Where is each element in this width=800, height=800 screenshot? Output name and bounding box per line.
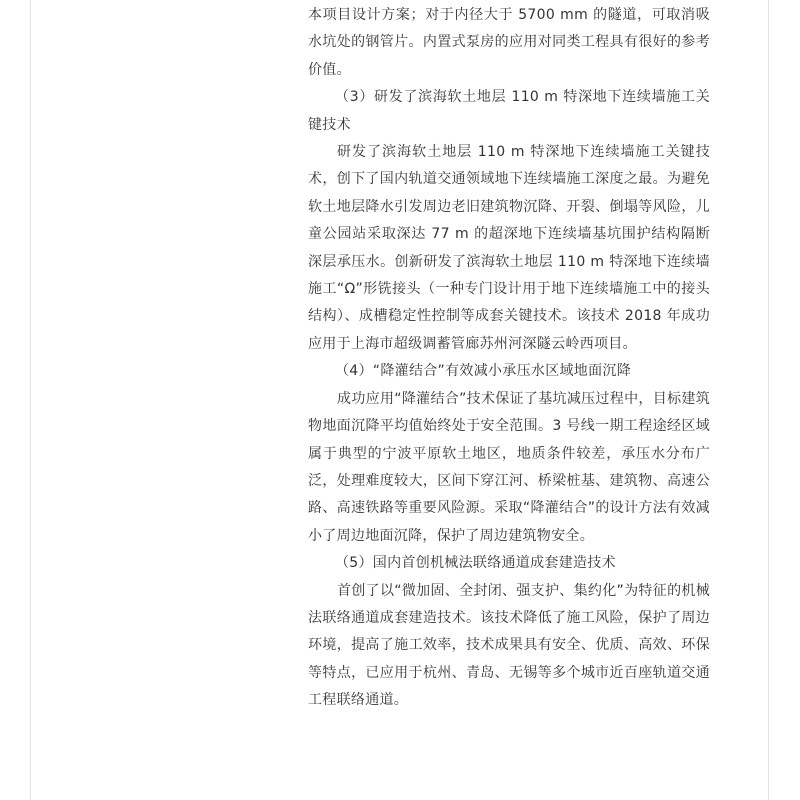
paragraph-section-3: 研发了滨海软土地层 110 m 特深地下连续墙施工关键技术，创下了国内轨道交通领域地下连续墙施工深度之最。为避免软土地层降水引发周边老旧建筑物沉降、开裂、倒塌等风险，儿童公园站采取深达 77 m 的超深地下连续墙基坑围护结构隔断深层承压水。创新研发了滨海软土地层 110 m 特深地下连续墙施工“Ω”形铣接头（一种专门设计用于地下连续墙施工中的接头结构）、成槽稳定性控制等成套关键技术。该技术 2018 年成功应用于上海市超级调蓄管廊苏州河深隧云岭西项目。 [308,144,710,352]
section-heading-4: （4）“降灌结合”有效减小承压水区域地面沉降 [335,363,632,380]
right-border-line [768,0,769,800]
article-text-column [308,2,710,715]
paragraph-continued: 本项目设计方案；对于内径大于 5700 mm 的隧道，可取消吸水坑处的钢管片。内置式泵房的应用对同类工程具有很好的参考价值。 [308,7,710,78]
paragraph-section-4: 成功应用“降灌结合”技术保证了基坑减压过程中，目标建筑物地面沉降平均值始终处于安全范围。3 号线一期工程途经区域属于典型的宁波平原软土地区，地质条件较差，承压水分布广泛，处理难度较大，区间下穿江河、桥梁桩基、建筑物、高速公路、高速铁路等重要风险源。采取“降灌结合”的设计方法有效减小了周边地面沉降，保护了周边建筑物安全。 [308,390,710,544]
left-border-line [30,0,31,800]
section-heading-5: （5）国内首创机械法联络通道成套建造技术 [335,555,616,572]
paragraph-section-5: 首创了以“微加固、全封闭、强支护、集约化”为特征的机械法联络通道成套建造技术。该技术降低了施工风险，保护了周边环境，提高了施工效率，技术成果具有安全、优质、高效、环保等特点，已应用于杭州、青岛、无锡等多个城市近百座轨道交通工程联络通道。 [308,582,710,709]
section-heading-3: （3）研发了滨海软土地层 110 m 特深地下连续墙施工关键技术 [308,89,710,133]
